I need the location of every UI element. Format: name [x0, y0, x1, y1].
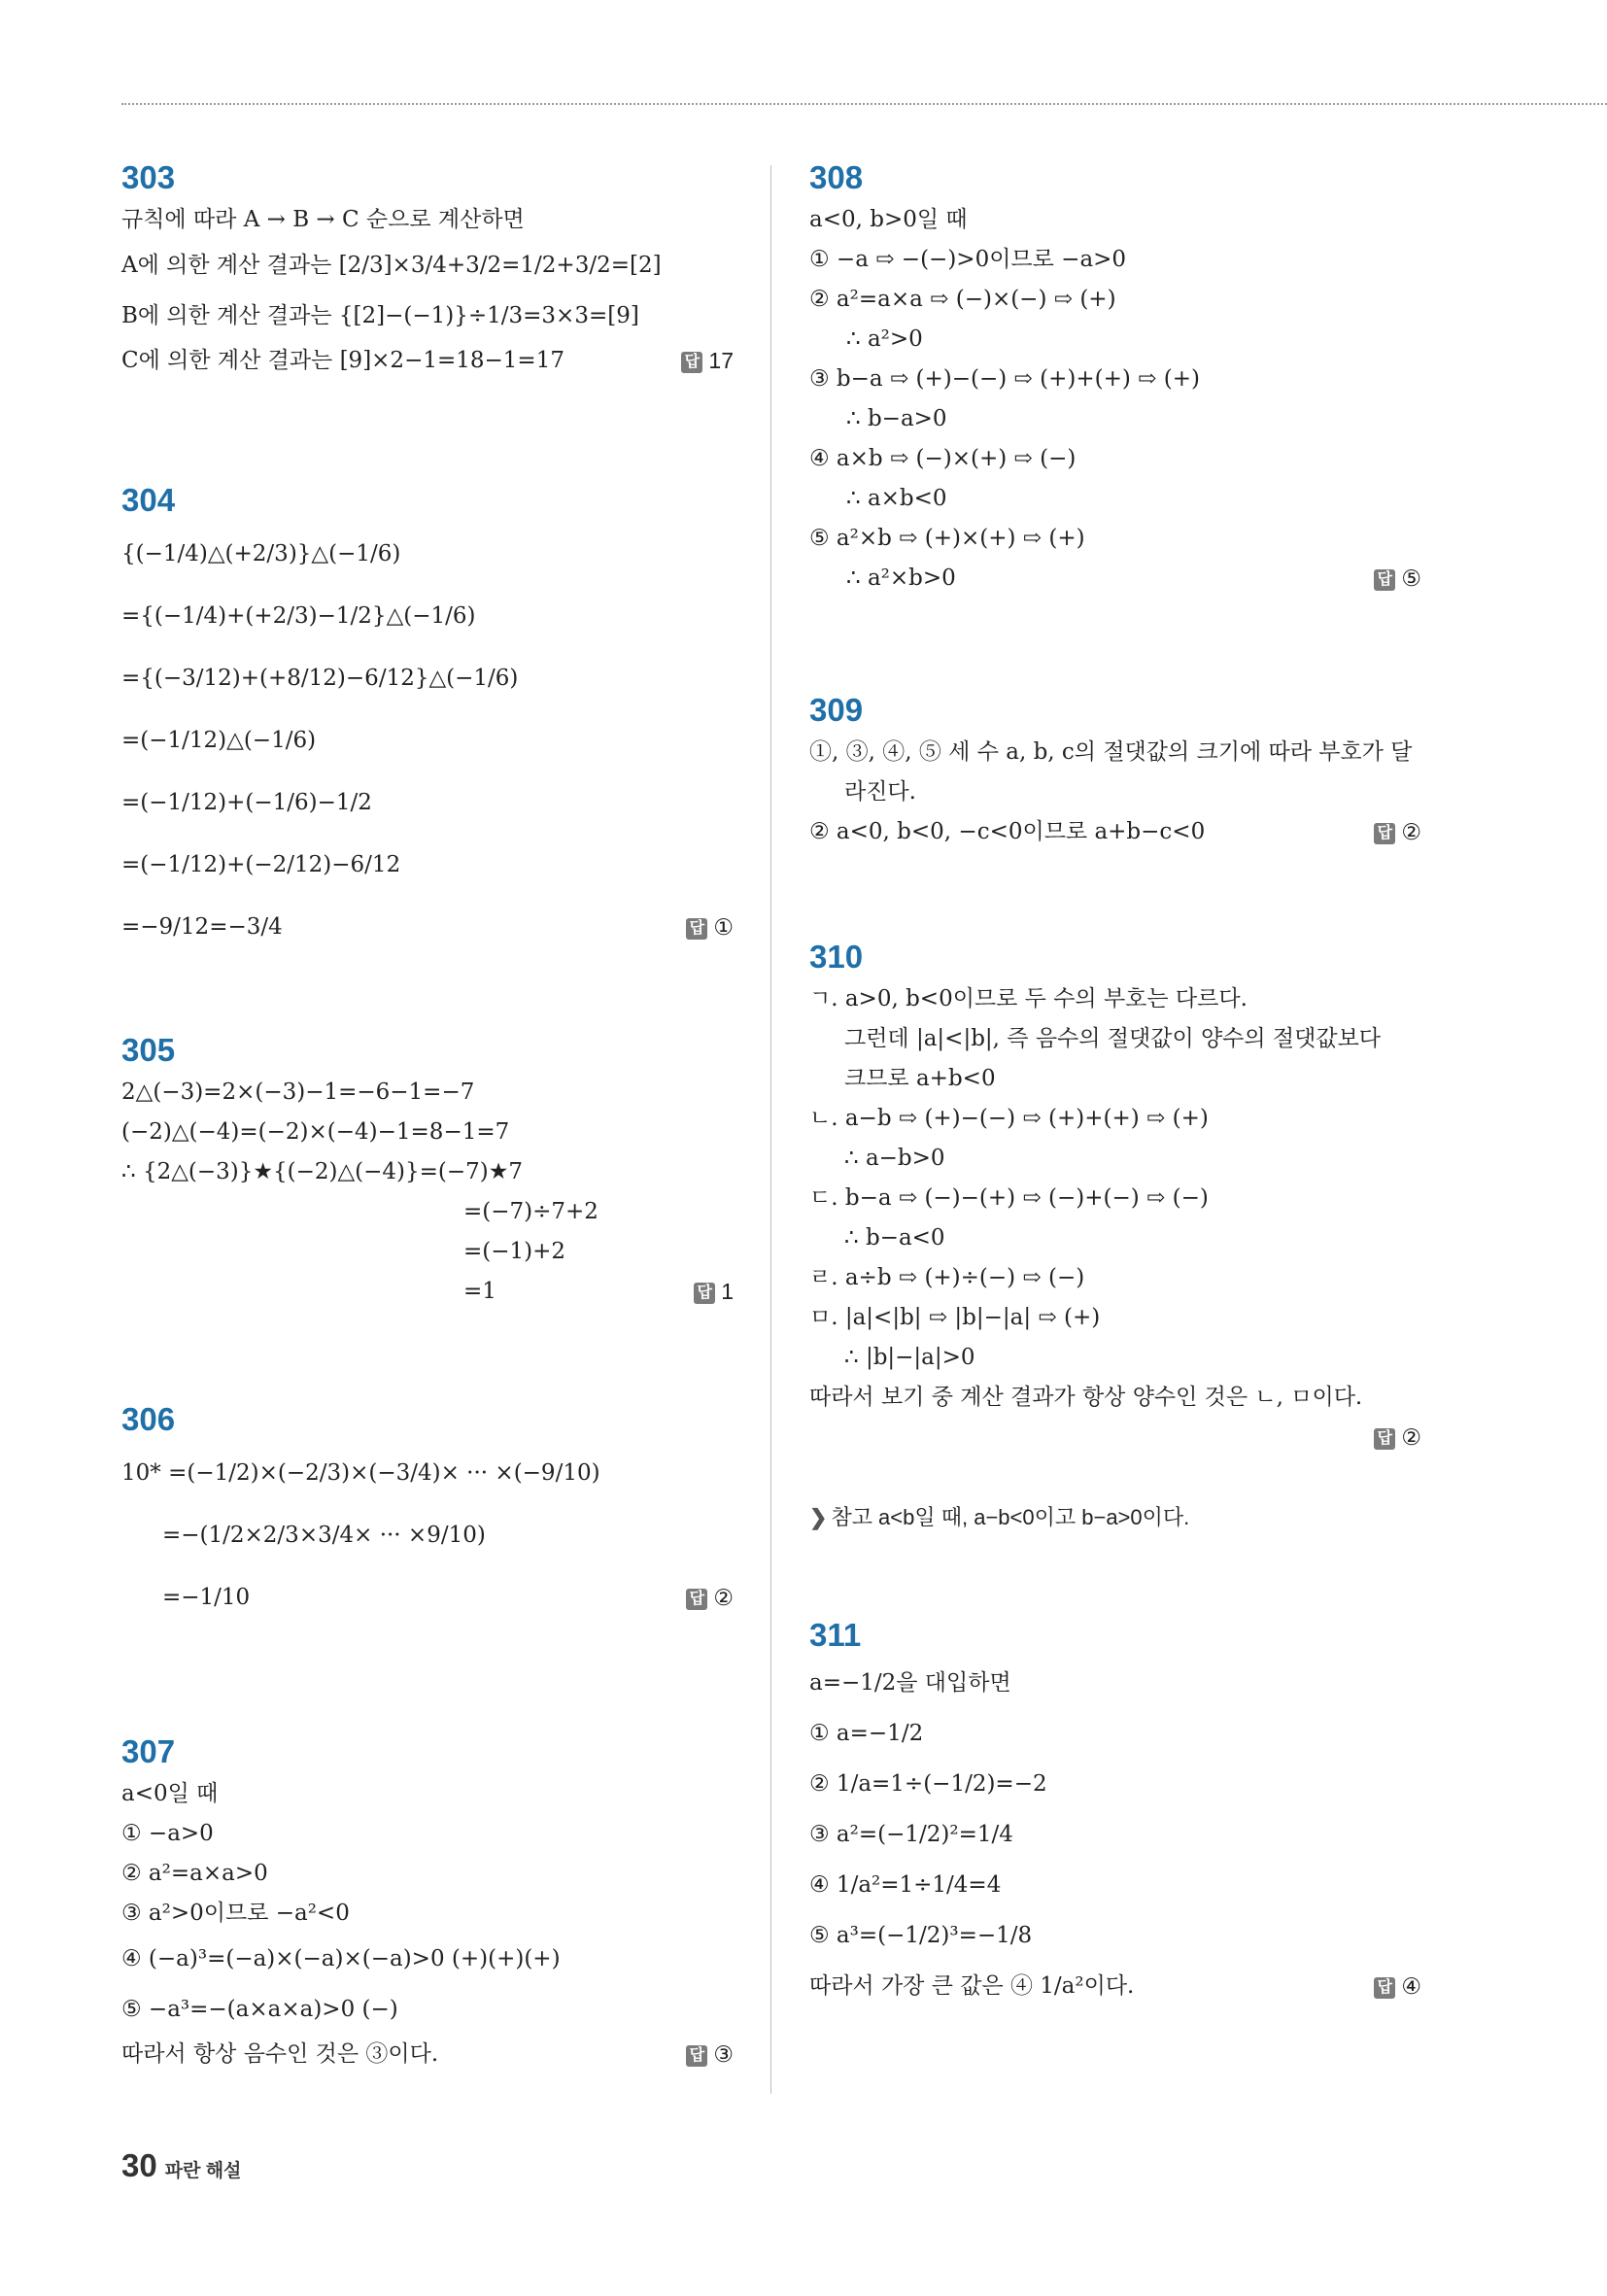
solution-line: 라진다.: [844, 779, 916, 805]
problem-number: 309: [809, 692, 864, 728]
solution-line: 크므로 a+b<0: [844, 1066, 996, 1091]
solution-line: ㄴ. a−b ⇨ (+)−(−) ⇨ (+)+(+) ⇨ (+): [809, 1106, 1209, 1131]
solution-line: ⑤ a²×b ⇨ (+)×(+) ⇨ (+): [809, 526, 1085, 551]
answer: 답 17: [681, 341, 734, 381]
problem-number: 306: [121, 1401, 176, 1437]
answer: 답 ④: [1374, 1961, 1421, 2011]
solution-line: ∴ a×b<0: [846, 486, 947, 511]
problem-311: [809, 1613, 1421, 2011]
answer-badge: 답: [1374, 1428, 1395, 1450]
answer-badge: 답: [1374, 1977, 1395, 1999]
solution-line: ㄹ. a÷b ⇨ (+)÷(−) ⇨ (−): [809, 1265, 1085, 1290]
solution-line: ㅁ. |a|<|b| ⇨ |b|−|a| ⇨ (+): [809, 1305, 1101, 1330]
solution-line: ⑤ a³=(−1/2)³=−1/8: [809, 1923, 1033, 1948]
solution-line: {(−1/4)△(+2/3)}△(−1/6): [121, 541, 401, 566]
problem-309: [809, 688, 1421, 852]
page-number: 30: [121, 2147, 157, 2183]
section-label: 파란 해설: [164, 2161, 242, 2181]
solution-line: =−(1/2×2/3×3/4× ··· ×9/10): [162, 1523, 486, 1548]
answer-badge: 답: [686, 2045, 707, 2067]
solution-line: ② 1/a=1÷(−1/2)=−2: [809, 1771, 1047, 1797]
answer: 답 ②: [686, 1566, 734, 1628]
solution-line: 규칙에 따라 A → B → C 순으로 계산하면: [121, 207, 525, 232]
problem-306: [121, 1397, 734, 1628]
solution-line: ① a=−1/2: [809, 1721, 924, 1746]
problem-303: [121, 155, 734, 381]
solution-line: ∴ a²×b>0 답 ⑤: [809, 559, 1421, 599]
solution-line: ⑤ −a³=−(a×a×a)>0 (−): [121, 1997, 398, 2022]
solution-line: ④ a×b ⇨ (−)×(+) ⇨ (−): [809, 446, 1077, 471]
answer-badge: 답: [1374, 569, 1395, 591]
solution-line: =(−1)+2: [463, 1239, 566, 1264]
solution-line: C에 의한 계산 결과는 [9]×2−1=18−1=17 답 17: [121, 341, 734, 381]
solution-line: =(−7)÷7+2: [463, 1199, 598, 1224]
answer-badge: 답: [1374, 823, 1395, 844]
solution-line: a<0, b>0일 때: [809, 207, 968, 232]
solution-line: =−9/12=−3/4 답 ①: [121, 896, 734, 958]
solution-line: ② a²=a×a>0: [121, 1861, 268, 1886]
problem-307: [121, 1730, 734, 2074]
answer-badge: 답: [686, 918, 707, 940]
problem-308: [809, 155, 1421, 599]
problem-number: 303: [121, 159, 176, 195]
solution-line: 따라서 보기 중 계산 결과가 항상 양수인 것은 ㄴ, ㅁ이다.: [809, 1385, 1363, 1410]
problem-310: [809, 935, 1421, 1537]
page-footer: [121, 2147, 241, 2184]
answer: 답 ①: [686, 896, 734, 958]
solution-line: 따라서 항상 음수인 것은 ③이다. 답 ③: [121, 2035, 734, 2074]
solution-line: 10* =(−1/2)×(−2/3)×(−3/4)× ··· ×(−9/10): [121, 1460, 600, 1486]
problem-number: 310: [809, 939, 864, 975]
solution-line: ∴ b−a>0: [846, 406, 947, 431]
solution-line: ② a<0, b<0, −c<0이므로 a+b−c<0 답 ②: [809, 812, 1421, 852]
spacer-line: [809, 1457, 1421, 1497]
solution-line: A에 의한 계산 결과는 [2/3]×3/4+3/2=1/2+3/2=[2]: [121, 253, 662, 278]
solution-line: ①, ③, ④, ⑤ 세 수 a, b, c의 절댓값의 크기에 따라 부호가 달: [809, 739, 1413, 765]
problem-304: [121, 478, 734, 958]
solution-line: =1 답 1: [121, 1272, 734, 1312]
solution-line: ㄷ. b−a ⇨ (−)−(+) ⇨ (−)+(−) ⇨ (−): [809, 1185, 1209, 1211]
solution-line: ③ a²>0이므로 −a²<0: [121, 1901, 350, 1926]
solution-line: ③ a²=(−1/2)²=1/4: [809, 1822, 1013, 1847]
solution-line: ∴ b−a<0: [844, 1225, 945, 1251]
solution-line: ㄱ. a>0, b<0이므로 두 수의 부호는 다르다.: [809, 986, 1248, 1011]
answer-line: [809, 1418, 1421, 1457]
top-dotted-rule: [121, 103, 1607, 105]
solution-line: =(−1/12)+(−2/12)−6/12: [121, 852, 401, 877]
answer: 답 ②: [1374, 1418, 1421, 1457]
solution-line: ∴ a−b>0: [844, 1146, 945, 1171]
answer-badge: 답: [681, 352, 702, 373]
solution-line: ① −a ⇨ −(−)>0이므로 −a>0: [809, 247, 1127, 272]
answer-badge: 답: [686, 1589, 707, 1610]
problem-number: 304: [121, 482, 176, 518]
solution-line: 2△(−3)=2×(−3)−1=−6−1=−7: [121, 1079, 475, 1105]
solution-line: ∴ |b|−|a|>0: [844, 1345, 975, 1370]
answer: 답 ②: [1374, 812, 1421, 852]
solution-line: ④ (−a)³=(−a)×(−a)×(−a)>0 (+)(+)(+): [121, 1946, 561, 1971]
left-column: [121, 155, 734, 2067]
column-divider: [770, 165, 771, 2094]
solution-line: ② a²=a×a ⇨ (−)×(−) ⇨ (+): [809, 287, 1116, 312]
reference-note: ❯ 참고 a<b일 때, a−b<0이고 b−a>0이다.: [809, 1505, 1190, 1529]
solution-line: (−2)△(−4)=(−2)×(−4)−1=8−1=7: [121, 1119, 510, 1145]
solution-line: =(−1/12)△(−1/6): [121, 728, 317, 753]
solution-line: 따라서 가장 큰 값은 ④ 1/a²이다. 답 ④: [809, 1961, 1421, 2011]
solution-line: ∴ a²>0: [846, 326, 923, 352]
answer: 답 ⑤: [1374, 559, 1421, 599]
problem-number: 308: [809, 159, 864, 195]
solution-line: a=−1/2을 대입하면: [809, 1670, 1011, 1696]
solution-line: ① −a>0: [121, 1821, 214, 1846]
solution-line: ={(−1/4)+(+2/3)−1/2}△(−1/6): [121, 603, 476, 629]
solution-line: 그런데 |a|<|b|, 즉 음수의 절댓값이 양수의 절댓값보다: [844, 1026, 1382, 1051]
solution-line: B에 의한 계산 결과는 {[2]−(−1)}÷1/3=3×3=[9]: [121, 303, 639, 328]
solution-line: =(−1/12)+(−1/6)−1/2: [121, 790, 372, 815]
answer-badge: 답: [694, 1283, 715, 1304]
problem-number: 305: [121, 1032, 176, 1068]
problem-number: 307: [121, 1733, 176, 1769]
problem-305: [121, 1028, 734, 1312]
right-column: [809, 155, 1421, 1999]
answer: 답 1: [694, 1272, 734, 1312]
problem-number: 311: [809, 1617, 862, 1653]
solution-line: ④ 1/a²=1÷1/4=4: [809, 1872, 1002, 1898]
solution-line: =−1/10 답 ②: [121, 1566, 734, 1628]
answer: 답 ③: [686, 2035, 734, 2074]
solution-line: ={(−3/12)+(+8/12)−6/12}△(−1/6): [121, 666, 519, 691]
solution-line: a<0일 때: [121, 1781, 219, 1806]
solution-line: ∴ {2△(−3)}★{(−2)△(−4)}=(−7)★7: [121, 1159, 524, 1184]
chevron-right-icon: ❯: [809, 1505, 828, 1529]
solution-line: ③ b−a ⇨ (+)−(−) ⇨ (+)+(+) ⇨ (+): [809, 366, 1200, 392]
